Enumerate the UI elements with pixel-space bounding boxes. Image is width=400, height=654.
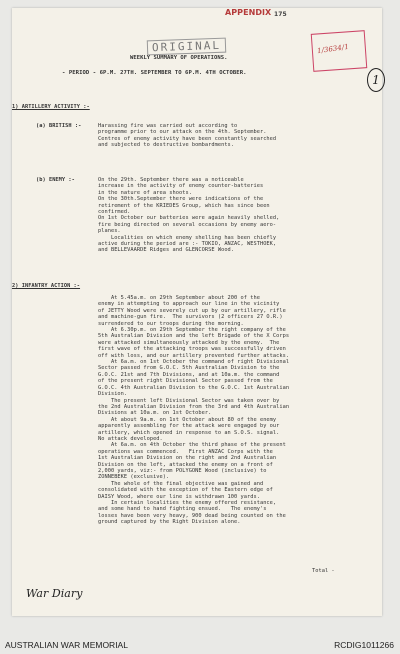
text-line: and machine-gun fire. The survivors (2 officers 27 O.R.) (98, 314, 283, 321)
text-line: The whole of the final objective was gained and (98, 480, 264, 487)
text-line: At 6a.m. on 1st October the command of right Divisional (98, 359, 290, 366)
period-line: - PERIOD - 6P.M. 27TH. SEPTEMBER TO 6P.M. 4TH OCTOBER. (62, 70, 247, 76)
text-line: first wave of the attacking troops was successfully driven (98, 346, 286, 353)
appendix-stamp: APPENDIX (225, 8, 272, 17)
text-line: Division on the left, attacked the enemy on a front of (98, 461, 273, 468)
text-line: G.O.C. 4th Australian Division to the G.O.C. 1st Australian (98, 384, 290, 391)
british-label: (a) BRITISH :- (36, 123, 82, 129)
text-line: the 2nd Australian Division from the 3rd and 4th Australian (98, 403, 290, 410)
text-line: In certain localities the enemy offered resistance, (98, 500, 277, 506)
text-line: and BELLEVAARDE Ridges and GLENCORSE Wood. (98, 247, 235, 254)
text-line: programme prior to our attack on the 4th. September. (98, 129, 267, 136)
original-stamp: ORIGINAL (147, 38, 226, 56)
text-line: G.O.C. 21st and 7th Divisions, and at 10a.m. the command (98, 371, 280, 378)
text-line: Centres of enemy activity have been constantly searched (98, 135, 277, 142)
text-line: Division. (98, 391, 128, 398)
text-line: of the present right Divisional Sector passed from the (98, 378, 273, 385)
text-line: On the 30th.September there were indications of the (98, 196, 264, 203)
text-line: retirement of the KRIEDES Group, which has since been (98, 202, 270, 209)
text-line: Localities on which enemy shelling has been chiefly (98, 234, 277, 241)
text-line: At 6.30p.m. on 29th September the right company of the (98, 327, 286, 334)
infantry-paragraph (98, 295, 289, 526)
text-line: DAISY Wood, where our line is withdrawn 100 yards. (98, 493, 260, 500)
text-line: confirmed. (98, 209, 131, 216)
appendix-number: 175 (274, 11, 287, 18)
archive-name: AUSTRALIAN WAR MEMORIAL (5, 640, 128, 650)
text-line: The present left Divisional Sector was taken over by (98, 397, 280, 404)
document-page (12, 8, 382, 616)
text-line: fire being directed on several occasions by enemy aero- (98, 221, 277, 228)
text-line: planes. (98, 228, 121, 235)
text-line: of JETTY Wood were severely cut up by our artillery, rifle (98, 307, 286, 314)
enemy-label: (b) ENEMY :- (36, 177, 75, 183)
text-line: consolidated with the exception of the Eastern edge of (98, 487, 273, 494)
text-line: active during the period are :- TOKIO, ANZAC, WESTHOEK, (98, 241, 277, 248)
text-line: At 6a.m. on 4th October the third phase of the present (98, 442, 286, 449)
infantry-heading: 2) INFANTRY ACTION :- (12, 283, 81, 289)
text-line: off with loss, and our artillery prevented further attacks. (98, 352, 290, 359)
text-line: ground captured by the Right Division alone. (98, 519, 241, 526)
text-line: and some hand to hand fighting ensued. The enemy's (98, 506, 267, 513)
text-line: ZONNEBEKE (exclusive). (98, 474, 170, 481)
reference-number: 1/3634/1 (316, 42, 350, 56)
text-line: operations was commenced. First ANZAC Corps with the (98, 448, 273, 455)
enemy-paragraph (98, 177, 279, 254)
text-line: Harassing fire was carried out according to (98, 123, 238, 129)
archive-id: RCDIG1011266 (334, 640, 394, 650)
text-line: 5th Australian Division and the left Brigade of the X Corps (98, 333, 290, 340)
text-line: On the 29th. September there was a noticeable (98, 177, 244, 183)
artillery-heading: 1) ARTILLERY ACTIVITY :- (12, 104, 90, 110)
war-diary-signature: War Diary (26, 587, 83, 600)
document-title: WEEKLY SUMMARY OF OPERATIONS. (130, 55, 228, 61)
text-line: Sector passed from G.O.C. 5th Australian Division to the (98, 365, 280, 372)
text-line: 1st Australian Division on the right and 2nd Australian (98, 455, 277, 462)
text-line: At 5.45a.m. on 29th September about 200 of the (98, 295, 260, 301)
text-line: losses have been very heavy, 900 dead being counted on the (98, 512, 286, 519)
text-line: On 1st October our batteries were again heavily shelled, (98, 215, 280, 222)
total-label: Total - (312, 568, 335, 574)
text-line: increase in the activity of enemy counter-batteries (98, 183, 264, 190)
text-line: enemy in attempting to approach our line in the vicinity (98, 301, 280, 308)
text-line: 2,000 yards, viz:- from POLYGONE Wood (inclusive) to (98, 467, 267, 474)
text-line: and subjected to destructive bombardments. (98, 142, 235, 149)
archive-footer (0, 628, 400, 654)
text-line: apparently assembling for the attack were engaged by our (98, 423, 280, 430)
text-line: Divisions at 10a.m. on 1st October. (98, 410, 212, 417)
british-paragraph (98, 123, 276, 149)
page-number-circle: 1 (367, 68, 385, 92)
text-line: in the nature of area shoots. (98, 189, 192, 196)
text-line: artillery, which opened in response to an S.O.S. signal. (98, 429, 280, 436)
text-line: No attack developed. (98, 435, 163, 442)
text-line: surrendered to our troops during the morning. (98, 320, 244, 327)
text-line: At about 9a.m. on 1st October about 80 of the enemy (98, 416, 277, 423)
text-line: were attacked simultaneously attacked by the enemy. The (98, 339, 280, 346)
